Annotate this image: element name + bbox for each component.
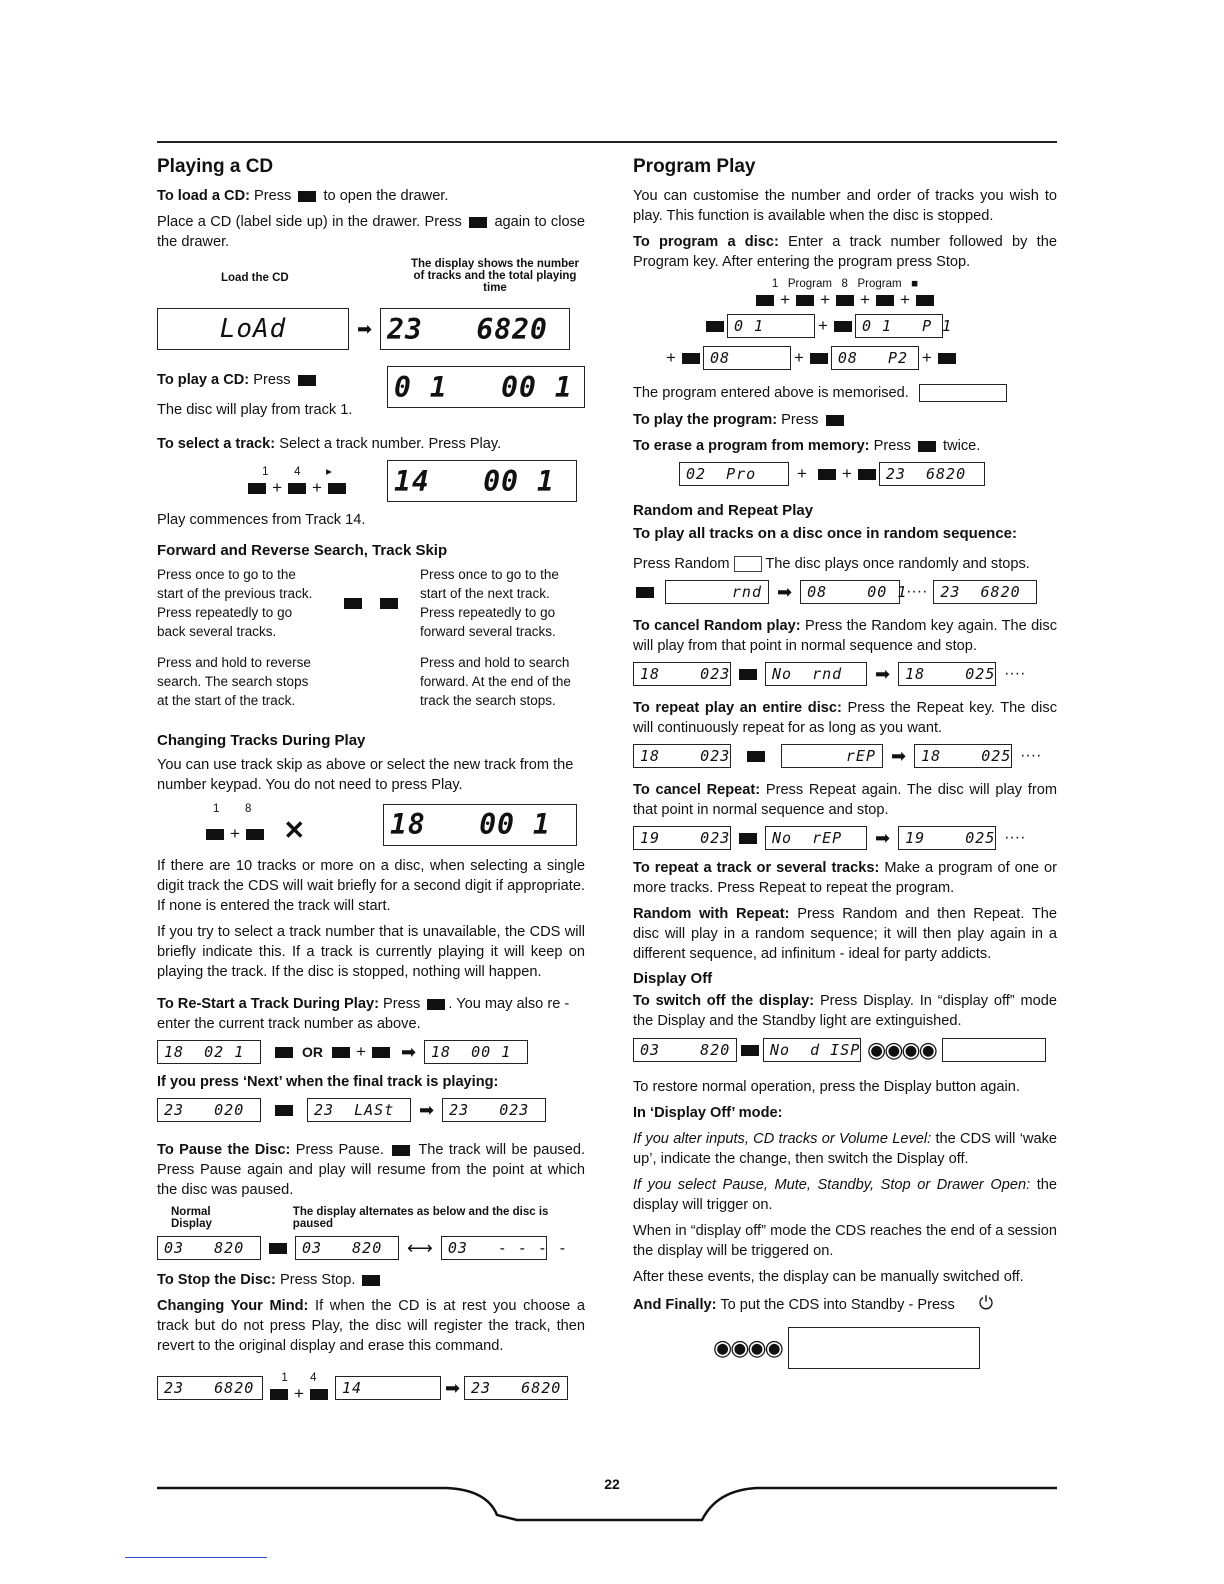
- right-column: Program Play You can customise the number and order of tracks you wish to play. This function is available when the disc is stopped. To program a disc: Enter a track number followed by the Program key. After entering the program press Stop. 1 Program 8 Program ■ + + + + 0 1 + 0 1 P 1 + 08 + 08 P2 + The program entered above is memorised. To play the program: Press To erase a program from memory: Press twice. 02 Pro + + 23 6820 Random and Repeat Play To play all tracks on a disc once in random sequence: Press Random The disc plays once randomly and stops. rnd ➡ 08 00 1 ···· 23 6820 To cancel Random play: Press the Random key again. The disc will play from that point in normal sequence and stop. 18 023 No rnd ➡ 18 025 ···· To repeat play an entire disc: Press the Repeat key. The disc will continuously repeat for as long as you want. 18 023 rEP ➡ 18 025 ···· To cancel Repeat: Press Repeat again. The disc will play from that point in normal sequence and stop. 19 023 No rEP ➡ 19 025 ···· To repeat a track or several tracks: Make a program of one or more tracks. Press Repeat to repeat the program. Random with Repeat: Press Random and then Repeat. The disc will play in a random sequence; it will then play again in a different sequence, ad infinitum - ideal for party addicts. Display Off To switch off the display: Press Display. In “display off” mode the Display and the Standby light are extinguished. 03 820 No d ISP ◉◉◉◉ To restore normal operation, press the Display button again. In ‘Display Off’ mode: If you alter inputs, CD tracks or Volume Level: the CDS will ‘wake up’, indicate the change, then switch the Display off. If you select Pause, Mute, Standby, Stop or Drawer Open: the display will trigger on. When in “display off” mode the CDS reaches the end of a session the display will be triggered on. After these events, the display can be manually switched off. And Finally: To put the CDS into Standby - Press ⏻ ◉◉◉◉: [633, 156, 1057, 1377]
- random-repeat-paragraph: Random with Repeat: Press Random and then Repeat. The disc will play in a random sequence; it will then play again in a different sequence, ad infinitum - ideal for party addicts.: [633, 906, 1057, 962]
- stop-paragraph: To Stop the Disc: Press Stop.: [157, 1270, 585, 1290]
- unavailable-text: If you try to select a track number that is unavailable, the CDS will briefly indicate this. If a track is currently playing it will keep on playing the track. If the disc is stopped, nothing will happen.: [157, 924, 585, 980]
- play-commences: Play commences from Track 14.: [157, 512, 366, 528]
- key-4-icon: [310, 1389, 328, 1400]
- prog-paragraph: To program a disc: Enter a track number followed by the Program key. After entering the program press Stop.: [633, 234, 1057, 270]
- program-intro: You can customise the number and order of tracks you wish to play. This function is available when the disc is stopped.: [633, 188, 1057, 224]
- skip-fwd-key-icon: [380, 598, 398, 609]
- program-key-sequence: 1 Program 8 Program ■ + + + +: [633, 278, 1057, 310]
- play-key-icon: [427, 999, 445, 1010]
- lcd-18-023: 18 023: [633, 662, 731, 686]
- select-paragraph: To select a track: Select a track number. Press Play.: [157, 436, 502, 452]
- repeat-paragraph: To repeat play an entire disc: Press the Repeat key. The disc will continuously repeat for as long as you want.: [633, 700, 1057, 736]
- lcd-23-020: 23 020: [157, 1098, 261, 1122]
- program-key-icon: [810, 353, 828, 364]
- playprog-paragraph: To play the program: Press: [633, 410, 1057, 430]
- key-4-icon: [288, 483, 306, 494]
- lcd-18-023-repeat: 18 023: [633, 744, 731, 768]
- play-key-icon: [275, 1047, 293, 1058]
- lcd-23-6820: 23 6820: [157, 1376, 263, 1400]
- lcd-14: 14: [335, 1376, 441, 1400]
- play-paragraph: To play a CD: Press: [157, 370, 352, 390]
- top-rule: [157, 141, 1057, 143]
- lcd-track-1: 0 1 00 1: [387, 366, 585, 408]
- skip-fwd-text: Press once to go to the start of the next track. Press repeatedly to go forward several tracks.: [420, 567, 559, 639]
- lcd-08-001: 08 00 1: [800, 580, 900, 604]
- double-arrow-icon: ⟷: [407, 1237, 433, 1258]
- restore-text: To restore normal operation, press the Display button again.: [633, 1079, 1020, 1095]
- lcd-23-023: 23 023: [442, 1098, 546, 1122]
- lcd-standby: [788, 1327, 980, 1369]
- lcd-18-025: 18 025: [898, 662, 996, 686]
- caption-normal: Normal Display: [171, 1206, 212, 1230]
- key-8-icon: [682, 353, 700, 364]
- stop-key-icon: [818, 469, 836, 480]
- arrow-right-icon: ➡: [777, 581, 793, 602]
- dots: ····: [1004, 829, 1026, 846]
- lcd-no-rep: No rEP: [765, 826, 867, 850]
- mind-paragraph: Changing Your Mind: If when the CD is at rest you choose a track but do not press Play, the disc will register the track, then revert to the original display and erase this command.: [157, 1298, 585, 1354]
- play-from-text: The disc will play from track 1.: [157, 402, 353, 418]
- random-paragraph: Press Random The disc plays once randomly and stops.: [633, 556, 1030, 572]
- change-text: You can use track skip as above or select the new track from the number keypad. You do not need to press Play.: [157, 757, 574, 793]
- stop-key-icon: [858, 469, 876, 480]
- lcd-19-023: 19 023: [633, 826, 731, 850]
- lcd-18-025-repeat: 18 025: [914, 744, 1012, 768]
- lcd-load: LoAd: [157, 308, 349, 350]
- display-off-title: Display Off: [633, 970, 713, 987]
- key-1-icon: [332, 1047, 350, 1058]
- lcd-track-18: 18 00 1: [383, 804, 577, 846]
- lcd-23-6820-after: 23 6820: [464, 1376, 568, 1400]
- lcd-blank-off: [942, 1038, 1046, 1062]
- lcd-01: 0 1: [727, 314, 815, 338]
- random-key-icon: [739, 669, 757, 680]
- lcd-total: 23 6820: [380, 308, 570, 350]
- repeat-key-icon: [739, 833, 757, 844]
- next-key-icon: [275, 1105, 293, 1116]
- key-1-icon: [248, 483, 266, 494]
- key-sequence-1-4: 1 4 +: [267, 1372, 331, 1404]
- random-title: Random and Repeat Play: [633, 502, 814, 519]
- memorised-text: The program entered above is memorised.: [633, 385, 909, 401]
- eject-key-icon: [298, 191, 316, 202]
- erase-paragraph: To erase a program from memory: Press twice.: [633, 438, 981, 454]
- lcd-rep: rEP: [781, 744, 883, 768]
- or-text: OR: [302, 1044, 323, 1060]
- repeat-key-icon: [747, 751, 765, 762]
- cancel-random-paragraph: To cancel Random play: Press the Random key again. The disc will play from that point in normal sequence and stop.: [633, 618, 1058, 654]
- key-8-icon: [246, 829, 264, 840]
- next-label: If you press ‘Next’ when the final track is playing:: [157, 1074, 499, 1090]
- arrow-right-icon: ➡: [875, 827, 891, 848]
- dots: ····: [906, 583, 928, 600]
- caption-alternates: The display alternates as below and the disc is paused: [292, 1206, 549, 1230]
- random-button-icon: [734, 556, 762, 572]
- lcd-03-dash: 03 - - - -: [441, 1236, 547, 1260]
- fwd-title: Forward and Reverse Search, Track Skip: [157, 542, 448, 559]
- cancel-repeat-paragraph: To cancel Repeat: Press Repeat again. The disc will play from that point in normal sequence and stop.: [633, 782, 1057, 818]
- arrow-right-icon: ➡: [875, 663, 891, 684]
- restart-paragraph: To Re-Start a Track During Play: Press . You may also re -enter the current track number as above.: [157, 996, 570, 1032]
- pause-key-icon: [269, 1243, 287, 1254]
- skip-back-key-icon: [344, 598, 362, 609]
- lcd-19-025: 19 025: [898, 826, 996, 850]
- play-key-icon: [328, 483, 346, 494]
- lcd-02-pro: 02 Pro: [679, 462, 789, 486]
- lcd-18-001: 18 00 1: [424, 1040, 528, 1064]
- lcd-03-820: 03 820: [157, 1236, 261, 1260]
- search-back-text: Press and hold to reverse search. The search stops at the start of the track.: [157, 655, 311, 708]
- key-8-icon: [372, 1047, 390, 1058]
- display-key-icon: [741, 1045, 759, 1056]
- arrow-right-icon: ➡: [891, 745, 907, 766]
- arrow-right-icon: ➡: [357, 318, 373, 339]
- link-underline: [125, 1557, 267, 1558]
- arrow-right-icon: ➡: [419, 1099, 435, 1120]
- indicator-lights-icon: ◉◉◉◉: [867, 1037, 936, 1062]
- change-title: Changing Tracks During Play: [157, 732, 366, 749]
- key-sequence-1-8: 1 8 + ✕: [203, 803, 383, 846]
- lcd-01-p1: 0 1 P 1: [855, 314, 943, 338]
- stop-key-icon: [938, 353, 956, 364]
- lcd-08-p2: 08 P2: [831, 346, 919, 370]
- program-title: Program Play: [633, 156, 756, 177]
- stop-key-icon: [362, 1275, 380, 1286]
- play-key-icon: [826, 415, 844, 426]
- key-1-icon: [706, 321, 724, 332]
- in-mode-label: In ‘Display Off’ mode:: [633, 1105, 783, 1121]
- lcd-03-820-paused: 03 820: [295, 1236, 399, 1260]
- arrow-right-icon: ➡: [444, 1377, 461, 1398]
- lcd-23-6820: 23 6820: [879, 462, 985, 486]
- pause-paragraph: To Pause the Disc: Press Pause. The track will be paused. Press Pause again and play will resume from the point at which the disc was paused.: [157, 1142, 586, 1198]
- page-number: 22: [604, 1476, 620, 1492]
- load-paragraph: To load a CD: Press to open the drawer.: [157, 188, 449, 204]
- eject-key-icon: [469, 217, 487, 228]
- stop-key-icon: [918, 441, 936, 452]
- lcd-23-6820-random: 23 6820: [933, 580, 1037, 604]
- playing-title: Playing a CD: [157, 156, 274, 177]
- pause-key-icon: [392, 1145, 410, 1156]
- lcd-no-disp: No d ISP: [763, 1038, 861, 1062]
- lcd-23-last: 23 LASt: [307, 1098, 411, 1122]
- key-1-icon: [270, 1389, 288, 1400]
- indicator-lights-icon: ◉◉◉◉: [713, 1335, 782, 1360]
- lcd-03-820: 03 820: [633, 1038, 737, 1062]
- lcd-blank: [919, 384, 1007, 402]
- lcd-track-14: 14 00 1: [387, 460, 577, 502]
- key-sequence-1-4-play: 1 4 ▸ + +: [207, 464, 387, 498]
- repeat-track-paragraph: To repeat a track or several tracks: Make a program of one or more tracks. Press Repeat to repeat the program.: [633, 860, 1058, 896]
- standby-button-icon: ⏻: [978, 1293, 994, 1313]
- lcd-rnd: rnd: [665, 580, 769, 604]
- alter-paragraph: If you alter inputs, CD tracks or Volume Level: the CDS will ‘wake up’, indicate the change, then switch the Display off.: [633, 1131, 1058, 1167]
- lcd-no-rnd: No rnd: [765, 662, 867, 686]
- left-column: Playing a CD To load a CD: Press to open the drawer. Place a CD (label side up) in the drawer. Press again to close the drawer. Load the CD The display shows the number of tracks and the total playing time LoAd ➡ 23 6820 To play a CD: Press The disc will play from track 1. 0 1 00 1 To select a track: Select a track number. Press Play. 1 4 ▸ + + 14 00 1 Play commences from Track 14. Forward and Reverse Search, Track Skip Press once to go to the start of the previous track. Press repeatedly to go back several tracks. Press once to go to the start of the next track. Press repeatedly to go forward several tracks. Press and hold to reverse search. The search stops at the start of the track. Press and hold to search forward. At the end of the track the search stops. Changing Tracks During Play You can use track skip as above or select the new track from the number keypad. You do not need to press Play. 1 8 + ✕ 18 00 1 If there are 10 tracks or more on a disc, when selecting a single digit track the CDS will wait briefly for a second digit if appropriate. If none is entered the track will start. If you try to select a track number that is unavailable, the CDS will briefly indicate this. If a track is currently playing it will keep on playing the track. If the disc is stopped, nothing will happen. To Re-Start a Track During Play: Press . You may also re -enter the current track number as above. 18 02 1 OR + ➡ 18 00 1 If you press ‘Next’ when the final track is playing: 23 020 23 LASt ➡ 23 023 To Pause the Disc: Press Pause. The track will be paused. Press Pause again and play will resume from the point at which the disc was paused. Normal Display The display alternates as below and the disc is paused 03 820 03 820 ⟷ 03 - - - - To Stop the Disc: Press Stop. Changing Your Mind: If when the CD is at rest you choose a track but do not press Play, the disc will register the track, then revert to the original display and erase this command. 23 6820 1 4 + 14 ➡ 23 6820: [157, 156, 586, 1403]
- finally-paragraph: And Finally: To put the CDS into Standby - Press ⏻: [633, 1293, 994, 1313]
- dots: ····: [1020, 747, 1042, 764]
- dots: ····: [1004, 665, 1026, 682]
- arrow-right-icon: ➡: [400, 1041, 417, 1062]
- random-key-icon: [636, 587, 654, 598]
- lcd-08: 08: [703, 346, 791, 370]
- program-key-icon: [834, 321, 852, 332]
- footer-decoration: [157, 1470, 1057, 1530]
- random-label: To play all tracks on a disc once in random sequence:: [633, 525, 1018, 542]
- play-key-icon: [298, 375, 316, 386]
- lcd-18-021: 18 02 1: [157, 1040, 261, 1064]
- caption-load: Load the CD: [221, 272, 289, 284]
- after-events-text: After these events, the display can be manually switched off.: [633, 1269, 1024, 1285]
- place-paragraph: Place a CD (label side up) in the drawer. Press again to close the drawer.: [157, 214, 585, 250]
- no-play-cross-icon: ✕: [283, 815, 306, 845]
- end-session-text: When in “display off” mode the CDS reaches the end of a session the display will be triggered on.: [633, 1223, 1057, 1259]
- switch-paragraph: To switch off the display: Press Display. In “display off” mode the Display and the Standby light are extinguished.: [633, 993, 1057, 1029]
- key-1-icon: [206, 829, 224, 840]
- pause-mode-paragraph: If you select Pause, Mute, Standby, Stop or Drawer Open: the display will trigger on.: [633, 1177, 1057, 1213]
- skip-back-text: Press once to go to the start of the previous track. Press repeatedly to go back several tracks.: [157, 567, 313, 639]
- search-fwd-text: Press and hold to search forward. At the end of the track the search stops.: [420, 655, 571, 708]
- caption-display: The display shows the number of tracks and the total playing time: [410, 258, 580, 294]
- ten-tracks-text: If there are 10 tracks or more on a disc, when selecting a single digit track the CDS will wait briefly for a second digit if appropriate. If none is entered the track will start.: [157, 858, 585, 914]
